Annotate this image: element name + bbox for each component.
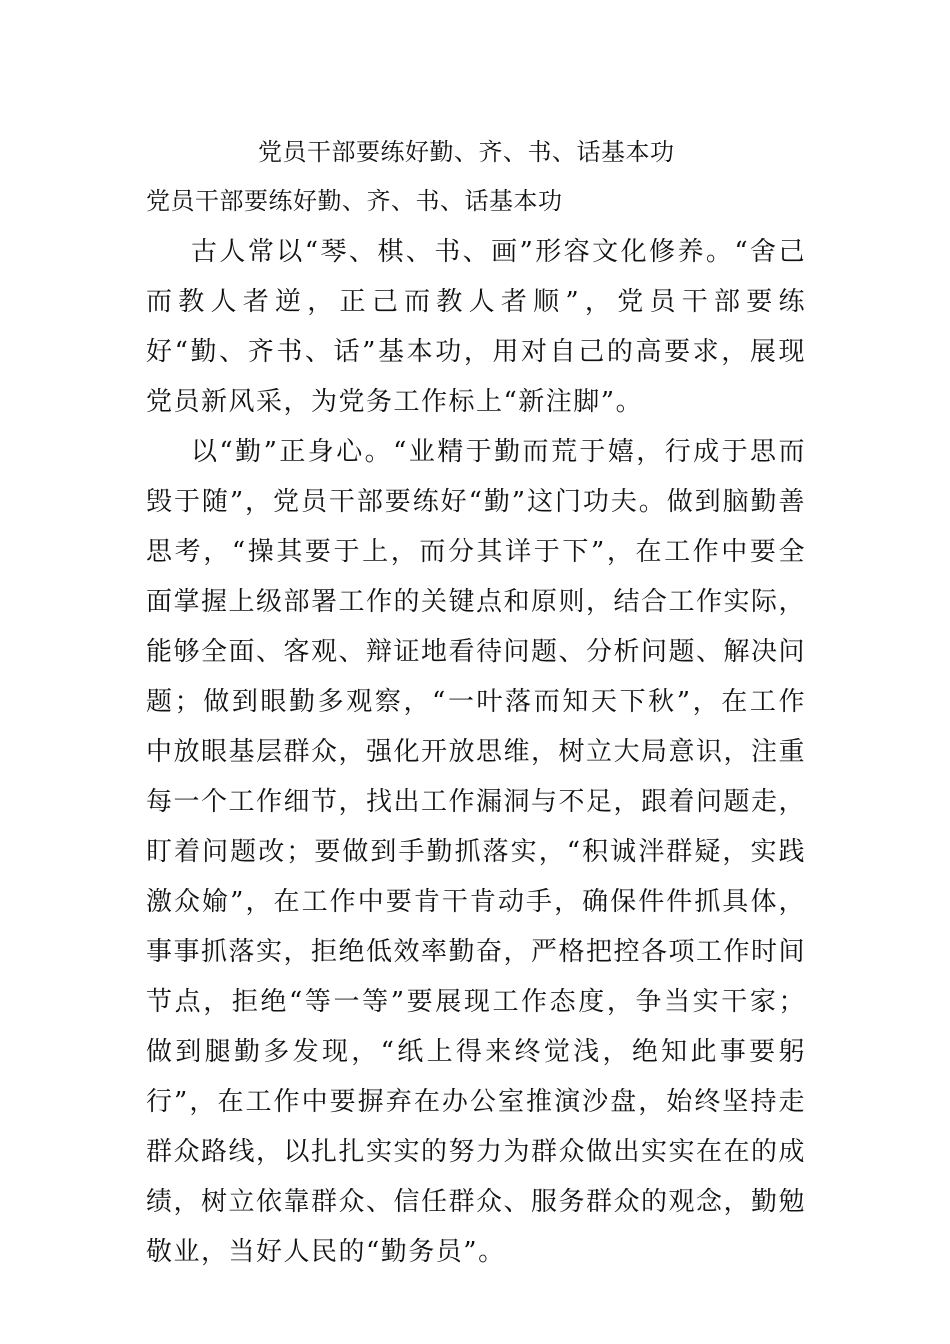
- document-subtitle: 党员干部要练好勤、齐、书、话基本功: [146, 187, 563, 215]
- document-title: 党员干部要练好勤、齐、书、话基本功: [258, 138, 675, 166]
- paragraph-diligence: 以“勤”正身心。“业精于勤而荒于嬉，行成于思而毁于随”，党员干部要练好“勤”这门功夫。做到脑勤善思考，“操其要于上，而分其详于下”，在工作中要全面掌握上级部署工作的关键点和原则，结合工作实际，能够全面、客观、辩证地看待问题、分析问题、解决问题；做到眼勤多观察，“一叶落而知天下秋”，在工作中放眼基层群众，强化开放思维，树立大局意识，注重每一个工作细节，找出工作漏洞与不足，跟着问题走，盯着问题改；要做到手勤抓落实，“积诚泮群疑，实践激众媮”，在工作中要肯干肯动手，确保件件抓具体，事事抓落实，拒绝低效率勤奋，严格把控各项工作时间节点，拒绝“等一等”要展现工作态度，争当实干家；做到腿勤多发现，“纸上得来终觉浅，绝知此事要躬行”，在工作中要摒弃在办公室推演沙盘，始终坚持走群众路线，以扎扎实实的努力为群众做出实实在在的成绩，树立依靠群众、信任群众、服务群众的观念，勤勉敬业，当好人民的“勤务员”。: [146, 437, 807, 1267]
- document-body: [146, 227, 806, 1277]
- paragraph-intro: 古人常以“琴、棋、书、画”形容文化修养。“舍己而教人者逆，正己而教人者顺”，党员干部要练好“勤、齐书、话”基本功，用对自己的高要求，展现党员新风采，为党务工作标上“新注脚”。: [146, 237, 806, 417]
